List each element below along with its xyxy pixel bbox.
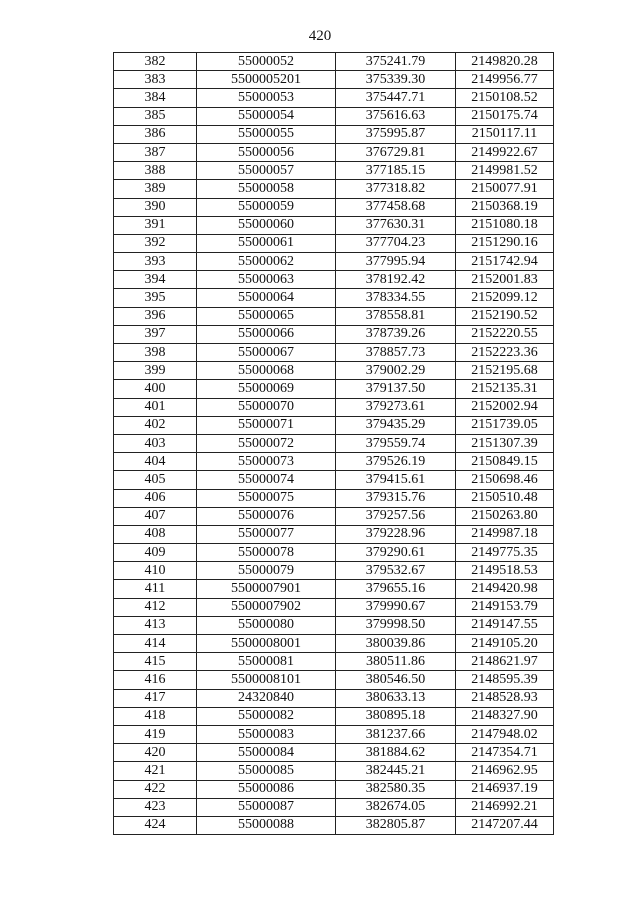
y-coordinate-cell: 2150175.74 xyxy=(456,107,554,125)
y-coordinate-cell: 2149420.98 xyxy=(456,580,554,598)
point-id-cell: 55000064 xyxy=(197,289,336,307)
x-coordinate-cell: 380546.50 xyxy=(336,671,456,689)
x-coordinate-cell: 379002.29 xyxy=(336,362,456,380)
row-number-cell: 384 xyxy=(114,89,197,107)
point-id-cell: 55000055 xyxy=(197,125,336,143)
row-number-cell: 392 xyxy=(114,234,197,252)
y-coordinate-cell: 2150077.91 xyxy=(456,180,554,198)
y-coordinate-cell: 2152223.36 xyxy=(456,344,554,362)
y-coordinate-cell: 2149147.55 xyxy=(456,616,554,634)
table-row xyxy=(114,580,554,598)
row-number-cell: 395 xyxy=(114,289,197,307)
point-id-cell: 5500007902 xyxy=(197,598,336,616)
row-number-cell: 396 xyxy=(114,307,197,325)
y-coordinate-cell: 2149518.53 xyxy=(456,562,554,580)
x-coordinate-cell: 379998.50 xyxy=(336,616,456,634)
row-number-cell: 408 xyxy=(114,525,197,543)
row-number-cell: 405 xyxy=(114,471,197,489)
point-id-cell: 55000088 xyxy=(197,816,336,834)
point-id-cell: 55000086 xyxy=(197,780,336,798)
x-coordinate-cell: 381237.66 xyxy=(336,725,456,743)
table-row xyxy=(114,271,554,289)
point-id-cell: 55000058 xyxy=(197,180,336,198)
table-row xyxy=(114,289,554,307)
row-number-cell: 416 xyxy=(114,671,197,689)
point-id-cell: 55000076 xyxy=(197,507,336,525)
table-row xyxy=(114,362,554,380)
row-number-cell: 398 xyxy=(114,344,197,362)
point-id-cell: 55000069 xyxy=(197,380,336,398)
y-coordinate-cell: 2149775.35 xyxy=(456,544,554,562)
x-coordinate-cell: 379990.67 xyxy=(336,598,456,616)
y-coordinate-cell: 2151739.05 xyxy=(456,416,554,434)
row-number-cell: 409 xyxy=(114,544,197,562)
y-coordinate-cell: 2152135.31 xyxy=(456,380,554,398)
x-coordinate-cell: 381884.62 xyxy=(336,744,456,762)
x-coordinate-cell: 379532.67 xyxy=(336,562,456,580)
x-coordinate-cell: 379655.16 xyxy=(336,580,456,598)
table-row xyxy=(114,489,554,507)
x-coordinate-cell: 377185.15 xyxy=(336,162,456,180)
x-coordinate-cell: 377458.68 xyxy=(336,198,456,216)
x-coordinate-cell: 382580.35 xyxy=(336,780,456,798)
x-coordinate-cell: 379273.61 xyxy=(336,398,456,416)
table-row xyxy=(114,53,554,71)
table-row xyxy=(114,525,554,543)
point-id-cell: 55000073 xyxy=(197,453,336,471)
table-row xyxy=(114,143,554,161)
point-id-cell: 5500008101 xyxy=(197,671,336,689)
table-row xyxy=(114,707,554,725)
row-number-cell: 385 xyxy=(114,107,197,125)
table-row xyxy=(114,253,554,271)
point-id-cell: 55000083 xyxy=(197,725,336,743)
point-id-cell: 55000063 xyxy=(197,271,336,289)
row-number-cell: 413 xyxy=(114,616,197,634)
y-coordinate-cell: 2150117.11 xyxy=(456,125,554,143)
table-row xyxy=(114,507,554,525)
table-row xyxy=(114,398,554,416)
y-coordinate-cell: 2146962.95 xyxy=(456,762,554,780)
x-coordinate-cell: 378192.42 xyxy=(336,271,456,289)
page-number: 420 xyxy=(308,28,332,44)
row-number-cell: 397 xyxy=(114,325,197,343)
table-row xyxy=(114,653,554,671)
x-coordinate-cell: 377318.82 xyxy=(336,180,456,198)
row-number-cell: 399 xyxy=(114,362,197,380)
row-number-cell: 406 xyxy=(114,489,197,507)
x-coordinate-cell: 380895.18 xyxy=(336,707,456,725)
table-row xyxy=(114,89,554,107)
point-id-cell: 55000072 xyxy=(197,434,336,452)
x-coordinate-cell: 379526.19 xyxy=(336,453,456,471)
table-row xyxy=(114,198,554,216)
y-coordinate-cell: 2149922.67 xyxy=(456,143,554,161)
y-coordinate-cell: 2152195.68 xyxy=(456,362,554,380)
row-number-cell: 410 xyxy=(114,562,197,580)
row-number-cell: 401 xyxy=(114,398,197,416)
table-row xyxy=(114,671,554,689)
point-id-cell: 55000052 xyxy=(197,53,336,71)
y-coordinate-cell: 2151290.16 xyxy=(456,234,554,252)
table-row xyxy=(114,162,554,180)
x-coordinate-cell: 382445.21 xyxy=(336,762,456,780)
table-row xyxy=(114,216,554,234)
table-row xyxy=(114,380,554,398)
x-coordinate-cell: 379257.56 xyxy=(336,507,456,525)
x-coordinate-cell: 378334.55 xyxy=(336,289,456,307)
point-id-cell: 55000060 xyxy=(197,216,336,234)
table-body xyxy=(114,53,554,835)
x-coordinate-cell: 375241.79 xyxy=(336,53,456,71)
table-row xyxy=(114,344,554,362)
row-number-cell: 421 xyxy=(114,762,197,780)
table-row xyxy=(114,816,554,834)
table-row xyxy=(114,562,554,580)
x-coordinate-cell: 379228.96 xyxy=(336,525,456,543)
y-coordinate-cell: 2149987.18 xyxy=(456,525,554,543)
row-number-cell: 420 xyxy=(114,744,197,762)
x-coordinate-cell: 379315.76 xyxy=(336,489,456,507)
x-coordinate-cell: 380511.86 xyxy=(336,653,456,671)
point-id-cell: 55000070 xyxy=(197,398,336,416)
x-coordinate-cell: 380633.13 xyxy=(336,689,456,707)
point-id-cell: 55000068 xyxy=(197,362,336,380)
row-number-cell: 423 xyxy=(114,798,197,816)
y-coordinate-cell: 2147948.02 xyxy=(456,725,554,743)
table-row xyxy=(114,71,554,89)
y-coordinate-cell: 2151080.18 xyxy=(456,216,554,234)
x-coordinate-cell: 382805.87 xyxy=(336,816,456,834)
x-coordinate-cell: 382674.05 xyxy=(336,798,456,816)
point-id-cell: 55000081 xyxy=(197,653,336,671)
y-coordinate-cell: 2148595.39 xyxy=(456,671,554,689)
x-coordinate-cell: 380039.86 xyxy=(336,635,456,653)
y-coordinate-cell: 2150510.48 xyxy=(456,489,554,507)
x-coordinate-cell: 379559.74 xyxy=(336,434,456,452)
y-coordinate-cell: 2151307.39 xyxy=(456,434,554,452)
y-coordinate-cell: 2147354.71 xyxy=(456,744,554,762)
x-coordinate-cell: 375447.71 xyxy=(336,89,456,107)
x-coordinate-cell: 379290.61 xyxy=(336,544,456,562)
point-id-cell: 55000056 xyxy=(197,143,336,161)
row-number-cell: 412 xyxy=(114,598,197,616)
y-coordinate-cell: 2149956.77 xyxy=(456,71,554,89)
x-coordinate-cell: 375339.30 xyxy=(336,71,456,89)
y-coordinate-cell: 2150108.52 xyxy=(456,89,554,107)
row-number-cell: 400 xyxy=(114,380,197,398)
x-coordinate-cell: 379137.50 xyxy=(336,380,456,398)
table-row xyxy=(114,598,554,616)
point-id-cell: 55000077 xyxy=(197,525,336,543)
point-id-cell: 55000054 xyxy=(197,107,336,125)
y-coordinate-cell: 2150849.15 xyxy=(456,453,554,471)
y-coordinate-cell: 2150368.19 xyxy=(456,198,554,216)
point-id-cell: 5500007901 xyxy=(197,580,336,598)
point-id-cell: 55000085 xyxy=(197,762,336,780)
table-row xyxy=(114,689,554,707)
table-row xyxy=(114,325,554,343)
y-coordinate-cell: 2152099.12 xyxy=(456,289,554,307)
y-coordinate-cell: 2152190.52 xyxy=(456,307,554,325)
x-coordinate-cell: 377995.94 xyxy=(336,253,456,271)
y-coordinate-cell: 2150698.46 xyxy=(456,471,554,489)
row-number-cell: 403 xyxy=(114,434,197,452)
row-number-cell: 393 xyxy=(114,253,197,271)
y-coordinate-cell: 2151742.94 xyxy=(456,253,554,271)
y-coordinate-cell: 2150263.80 xyxy=(456,507,554,525)
point-id-cell: 55000071 xyxy=(197,416,336,434)
point-id-cell: 55000057 xyxy=(197,162,336,180)
table-row xyxy=(114,416,554,434)
row-number-cell: 422 xyxy=(114,780,197,798)
row-number-cell: 402 xyxy=(114,416,197,434)
row-number-cell: 394 xyxy=(114,271,197,289)
x-coordinate-cell: 375995.87 xyxy=(336,125,456,143)
x-coordinate-cell: 378857.73 xyxy=(336,344,456,362)
point-id-cell: 55000087 xyxy=(197,798,336,816)
table-row xyxy=(114,635,554,653)
y-coordinate-cell: 2152002.94 xyxy=(456,398,554,416)
point-id-cell: 55000061 xyxy=(197,234,336,252)
x-coordinate-cell: 377630.31 xyxy=(336,216,456,234)
row-number-cell: 418 xyxy=(114,707,197,725)
table-row xyxy=(114,180,554,198)
table-row xyxy=(114,234,554,252)
row-number-cell: 414 xyxy=(114,635,197,653)
point-id-cell: 24320840 xyxy=(197,689,336,707)
row-number-cell: 386 xyxy=(114,125,197,143)
row-number-cell: 424 xyxy=(114,816,197,834)
row-number-cell: 390 xyxy=(114,198,197,216)
coordinates-table xyxy=(113,52,554,835)
x-coordinate-cell: 378558.81 xyxy=(336,307,456,325)
y-coordinate-cell: 2149820.28 xyxy=(456,53,554,71)
table-row xyxy=(114,744,554,762)
point-id-cell: 55000074 xyxy=(197,471,336,489)
y-coordinate-cell: 2148528.93 xyxy=(456,689,554,707)
y-coordinate-cell: 2146937.19 xyxy=(456,780,554,798)
table-row xyxy=(114,471,554,489)
point-id-cell: 55000053 xyxy=(197,89,336,107)
row-number-cell: 411 xyxy=(114,580,197,598)
point-id-cell: 55000079 xyxy=(197,562,336,580)
table-row xyxy=(114,780,554,798)
row-number-cell: 391 xyxy=(114,216,197,234)
table-row xyxy=(114,544,554,562)
point-id-cell: 5500005201 xyxy=(197,71,336,89)
x-coordinate-cell: 376729.81 xyxy=(336,143,456,161)
point-id-cell: 55000078 xyxy=(197,544,336,562)
x-coordinate-cell: 379435.29 xyxy=(336,416,456,434)
table-row xyxy=(114,125,554,143)
row-number-cell: 383 xyxy=(114,71,197,89)
row-number-cell: 407 xyxy=(114,507,197,525)
x-coordinate-cell: 379415.61 xyxy=(336,471,456,489)
table-row xyxy=(114,616,554,634)
row-number-cell: 388 xyxy=(114,162,197,180)
y-coordinate-cell: 2149153.79 xyxy=(456,598,554,616)
row-number-cell: 382 xyxy=(114,53,197,71)
row-number-cell: 415 xyxy=(114,653,197,671)
y-coordinate-cell: 2148621.97 xyxy=(456,653,554,671)
y-coordinate-cell: 2149105.20 xyxy=(456,635,554,653)
point-id-cell: 55000075 xyxy=(197,489,336,507)
table-row xyxy=(114,107,554,125)
y-coordinate-cell: 2149981.52 xyxy=(456,162,554,180)
point-id-cell: 55000062 xyxy=(197,253,336,271)
table-row xyxy=(114,434,554,452)
point-id-cell: 55000080 xyxy=(197,616,336,634)
table-row xyxy=(114,762,554,780)
point-id-cell: 55000084 xyxy=(197,744,336,762)
row-number-cell: 387 xyxy=(114,143,197,161)
row-number-cell: 417 xyxy=(114,689,197,707)
point-id-cell: 5500008001 xyxy=(197,635,336,653)
x-coordinate-cell: 377704.23 xyxy=(336,234,456,252)
row-number-cell: 404 xyxy=(114,453,197,471)
y-coordinate-cell: 2152001.83 xyxy=(456,271,554,289)
table-row xyxy=(114,307,554,325)
y-coordinate-cell: 2147207.44 xyxy=(456,816,554,834)
y-coordinate-cell: 2146992.21 xyxy=(456,798,554,816)
point-id-cell: 55000082 xyxy=(197,707,336,725)
row-number-cell: 419 xyxy=(114,725,197,743)
row-number-cell: 389 xyxy=(114,180,197,198)
point-id-cell: 55000065 xyxy=(197,307,336,325)
y-coordinate-cell: 2152220.55 xyxy=(456,325,554,343)
x-coordinate-cell: 375616.63 xyxy=(336,107,456,125)
point-id-cell: 55000059 xyxy=(197,198,336,216)
table-row xyxy=(114,798,554,816)
point-id-cell: 55000067 xyxy=(197,344,336,362)
table-row xyxy=(114,453,554,471)
table-row xyxy=(114,725,554,743)
y-coordinate-cell: 2148327.90 xyxy=(456,707,554,725)
point-id-cell: 55000066 xyxy=(197,325,336,343)
x-coordinate-cell: 378739.26 xyxy=(336,325,456,343)
